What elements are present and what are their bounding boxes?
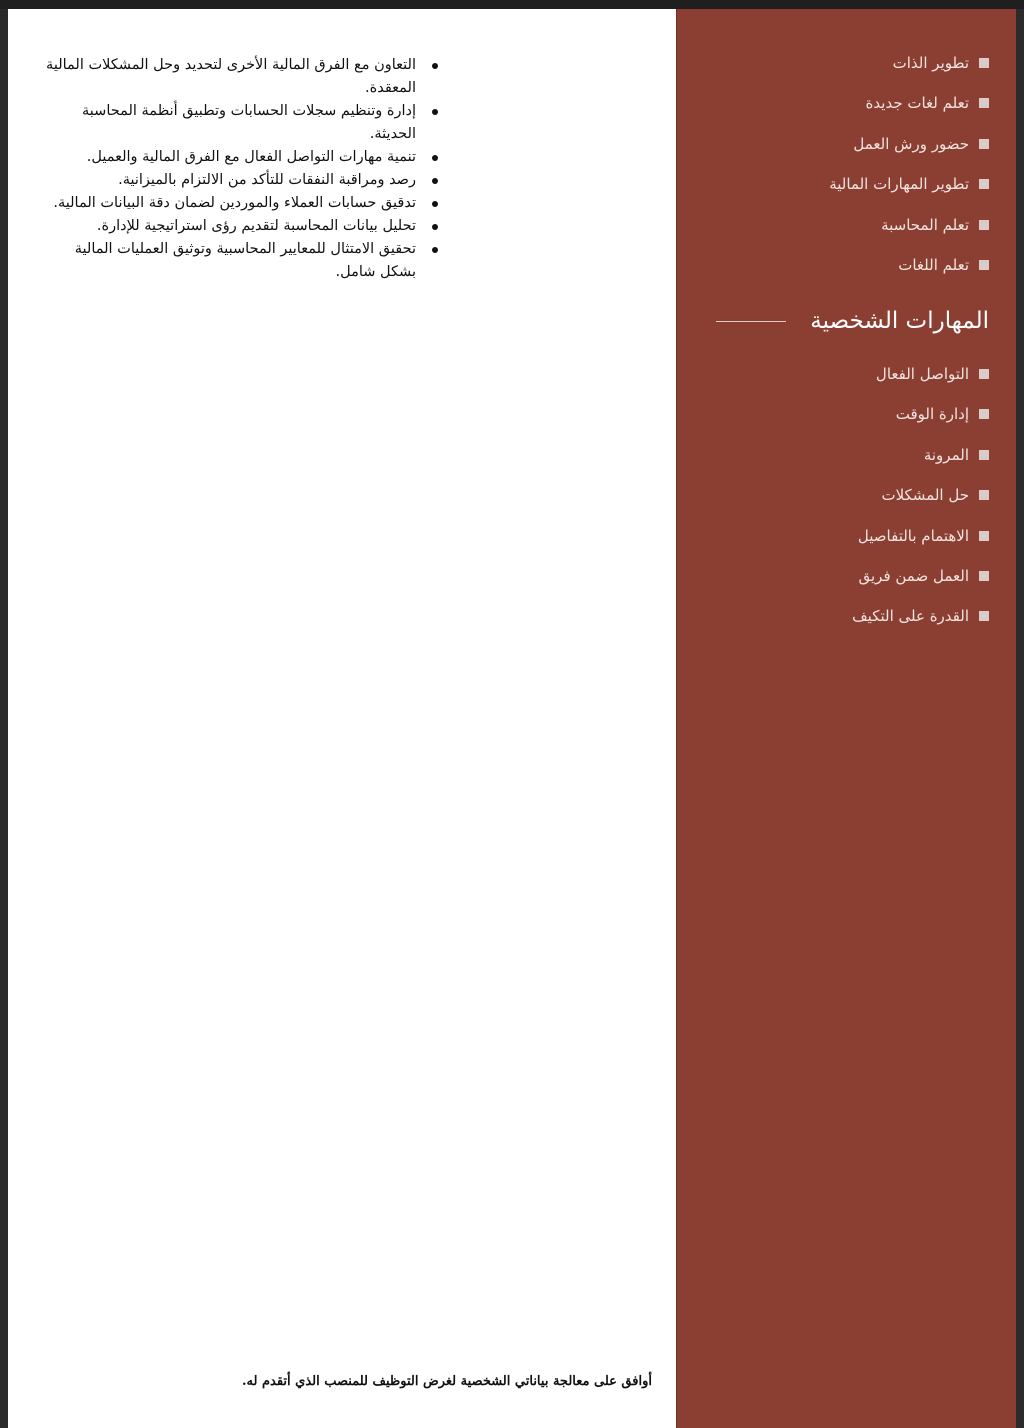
list-item <box>852 403 989 443</box>
duty-item: إدارة وتنظيم سجلات الحسابات وتطبيق أنظمة المحاسبة الحديثة. <box>46 100 416 146</box>
duty-item: تدقيق حسابات العملاء والموردين لضمان دقة البيانات المالية. <box>46 192 416 215</box>
duty-item: رصد ومراقبة النفقات للتأكد من الالتزام بالميزانية. <box>46 169 416 192</box>
duty-item: تحقيق الامتثال للمعايير المحاسبية وتوثيق العمليات المالية بشكل شامل. <box>46 238 416 284</box>
list-item <box>829 133 989 173</box>
duty-item: تحليل بيانات المحاسبة لتقديم رؤى استراتيجية للإدارة. <box>46 215 416 238</box>
square-bullet-icon <box>979 179 989 189</box>
duty-item: تنمية مهارات التواصل الفعال مع الفرق المالية والعميل. <box>46 146 416 169</box>
list-item-label: حضور ورش العمل <box>853 134 969 153</box>
list-item-label: تعلم لغات جديدة <box>865 94 969 113</box>
sidebar <box>676 9 1016 1428</box>
list-item <box>852 363 989 403</box>
list-item-label: الاهتمام بالتفاصيل <box>857 526 969 545</box>
square-bullet-icon <box>979 571 989 581</box>
list-item-label: حل المشكلات <box>881 486 969 505</box>
list-item <box>829 173 989 213</box>
square-bullet-icon <box>979 139 989 149</box>
list-item <box>852 444 989 484</box>
list-item-label: العمل ضمن فريق <box>858 566 969 585</box>
list-item <box>829 52 989 92</box>
list-item-label: تعلم المحاسبة <box>881 215 969 234</box>
list-item-label: القدرة على التكيف <box>852 607 969 626</box>
heading-divider <box>716 321 786 322</box>
square-bullet-icon <box>979 369 989 379</box>
list-item <box>829 214 989 254</box>
consent-statement: أوافق على معالجة بياناتي الشخصية لغرض التوظيف للمنصب الذي أتقدم له. <box>241 1374 652 1389</box>
list-item-label: إدارة الوقت <box>895 405 969 424</box>
square-bullet-icon <box>979 490 989 500</box>
list-item-label: المرونة <box>923 445 969 464</box>
duties-list <box>46 54 438 284</box>
list-item <box>852 565 989 605</box>
square-bullet-icon <box>979 611 989 621</box>
list-item-label: تطوير الذات <box>892 54 969 72</box>
list-item-label: تطوير المهارات المالية <box>829 175 969 194</box>
cv-page <box>8 9 1016 1428</box>
learning-list <box>829 52 989 294</box>
duty-item: التعاون مع الفرق المالية الأخرى لتحديد وحل المشكلات المالية المعقدة. <box>46 54 416 100</box>
list-item <box>852 484 989 524</box>
list-item <box>852 605 989 645</box>
list-item <box>829 92 989 132</box>
list-item <box>852 525 989 565</box>
personal-skills-heading <box>689 301 989 341</box>
square-bullet-icon <box>979 98 989 108</box>
viewer-right-edge <box>1016 9 1024 1428</box>
viewer-top-bar <box>0 0 1024 9</box>
square-bullet-icon <box>979 450 989 460</box>
square-bullet-icon <box>979 260 989 270</box>
square-bullet-icon <box>979 220 989 230</box>
personal-skills-list <box>852 363 989 646</box>
section-title: المهارات الشخصية <box>810 308 989 334</box>
list-item-label: تعلم اللغات <box>898 255 969 274</box>
square-bullet-icon <box>979 409 989 419</box>
list-item-label: التواصل الفعال <box>875 365 969 383</box>
square-bullet-icon <box>979 58 989 68</box>
list-item <box>829 254 989 294</box>
square-bullet-icon <box>979 531 989 541</box>
